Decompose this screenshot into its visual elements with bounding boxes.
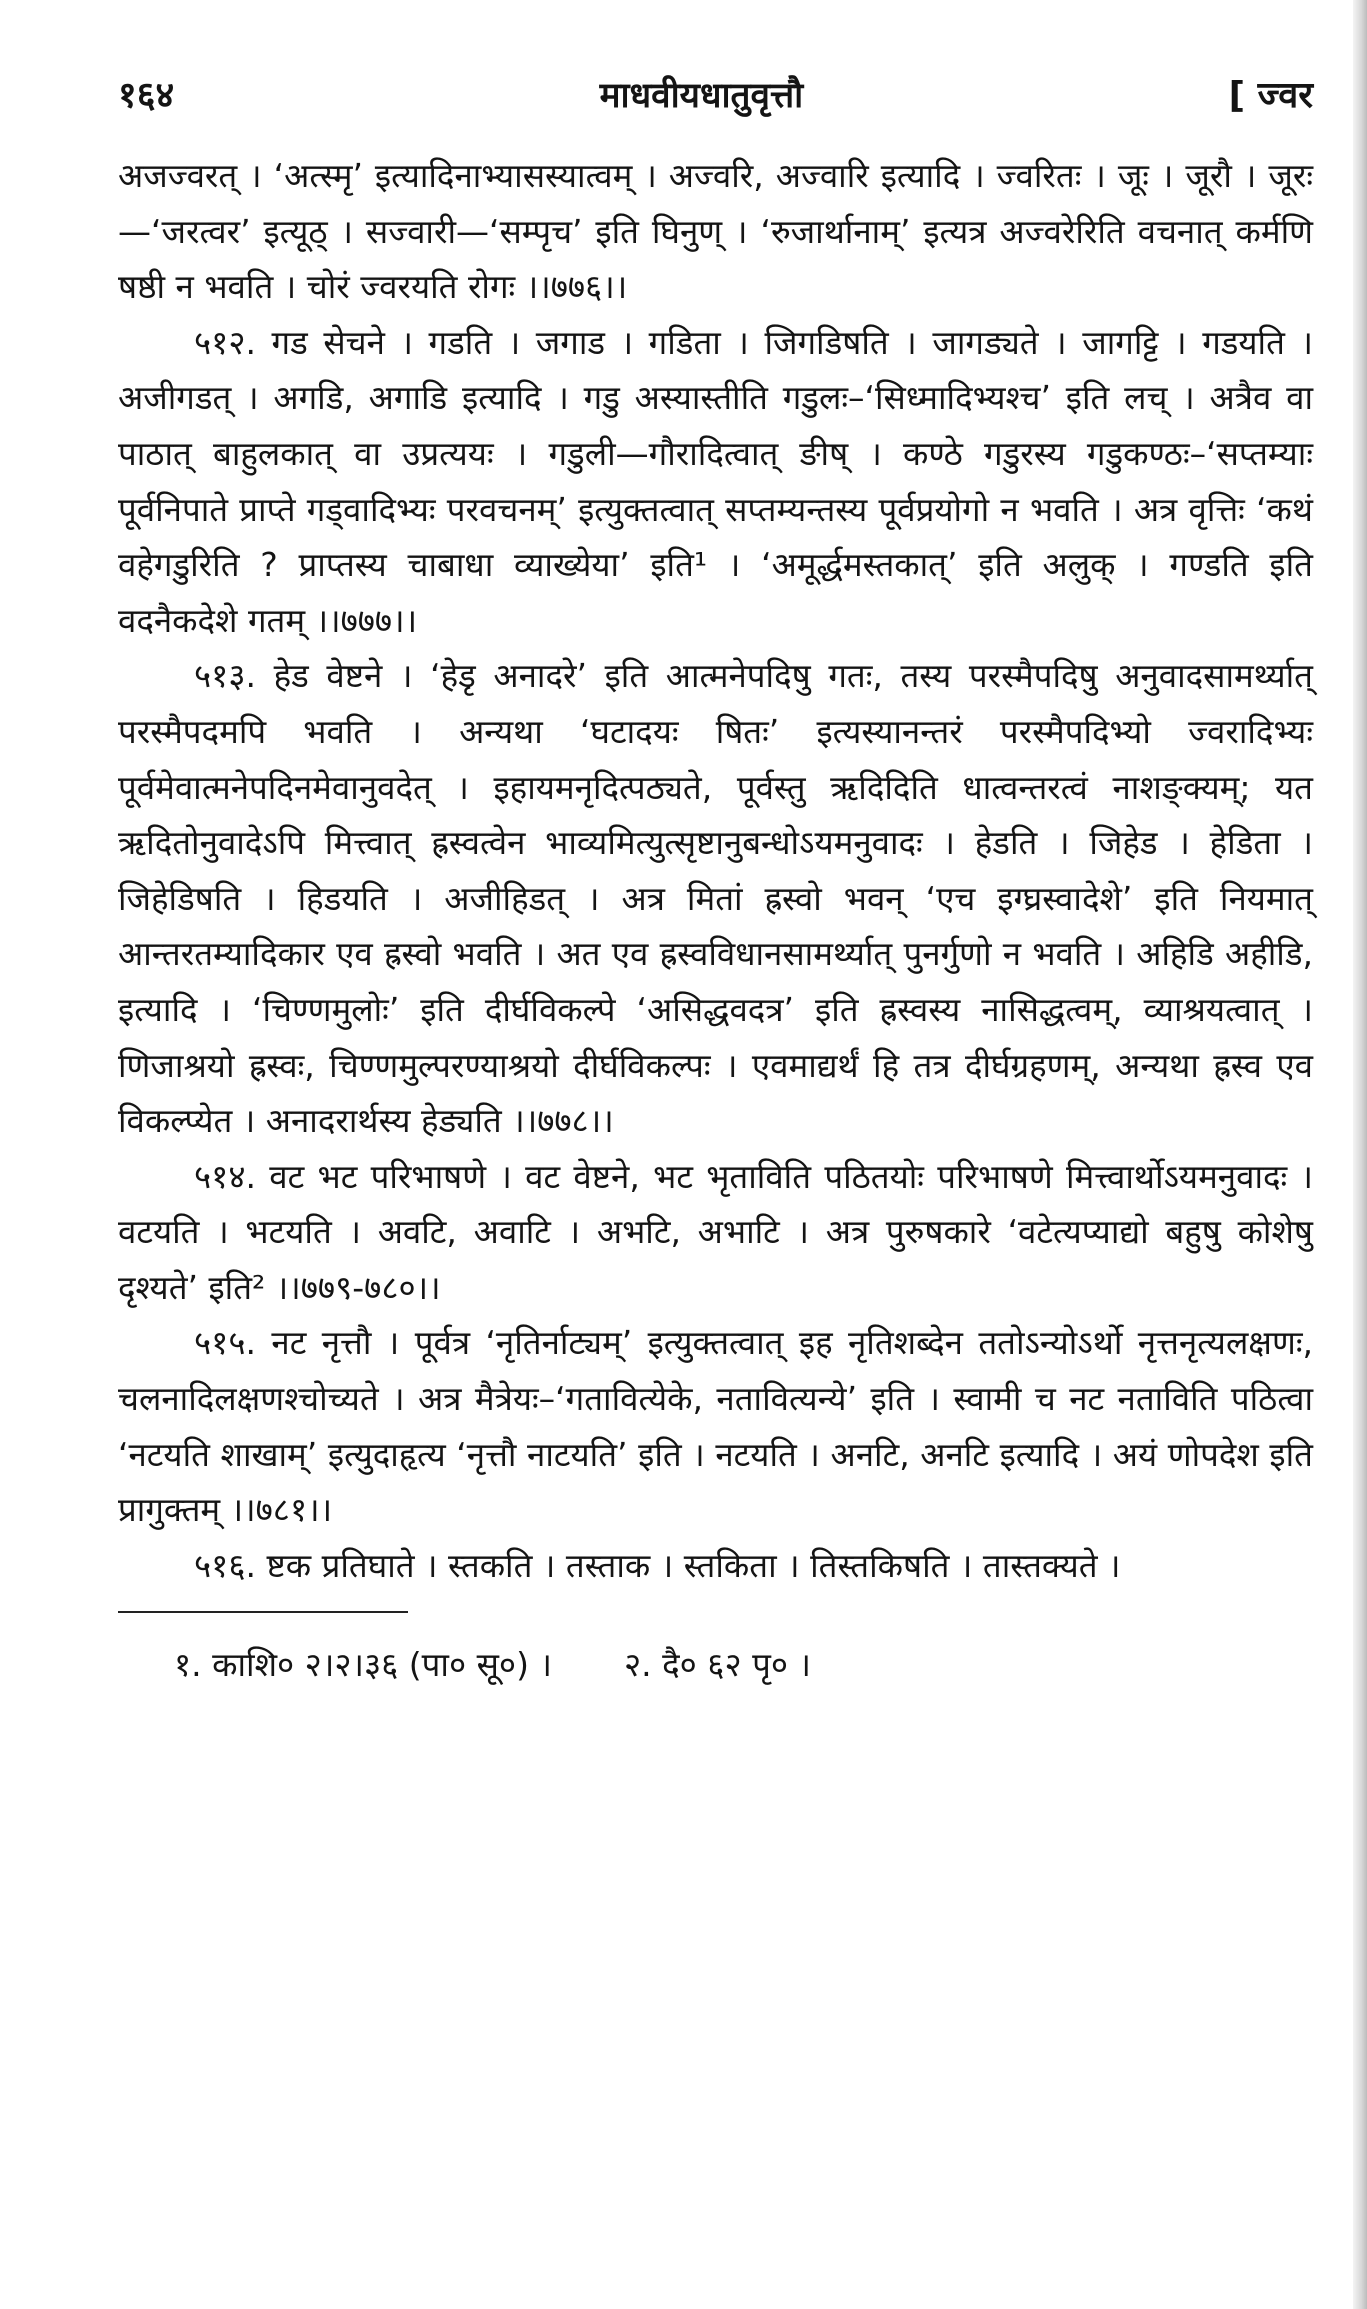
footnote-2: २. दै० ६२ पृ० । [623, 1645, 811, 1685]
page-number: १६४ [118, 75, 175, 116]
paragraph-515: ५१५. नट नृत्तौ । पूर्वत्र ‘नृतिर्नाट्यम्’ इत्युक्तत्वात् इह नृतिशब्देन ततोऽन्योऽर्थो नृत्तनृत्यलक्षणः, चलनादिलक्षणश्चोच्यते । अत्र मैत्रेयः–‘गतावित्येके, नतावित्यन्ये’ इति । स्वामी च नट नताविति पठित्वा ‘नटयति शाखाम्’ इत्युदाहृत्य ‘नृत्तौ नाटयति’ इति । नटयति । अनटि, अनटि इत्यादि । अयं णोपदेश इति प्रागुक्तम् ।।७८१।। [118, 1323, 1313, 1530]
body-text [118, 148, 1313, 1593]
book-page [118, 60, 1313, 1693]
scan-edge [1353, 0, 1367, 2309]
paragraph-513: ५१३. हेड वेष्टने । ‘हेडृ अनादरे’ इति आत्मनेपदिषु गतः, तस्य परस्मैपदिषु अनुवादसामर्थ्यात् परस्मैपदमपि भवति । अन्यथा ‘घटादयः षितः’ इत्यस्यानन्तरं परस्मैपदिभ्यो ज्वरादिभ्यः पूर्वमेवात्मनेपदिनमेवानुवदेत् । इहायमनृदित्पठ्यते, पूर्वस्तु ऋदिदिति धात्वन्तरत्वं नाशङ्क्यम्; यत ऋदितोनुवादेऽपि मित्त्वात् ह्रस्वत्वेन भाव्यमित्युत्सृष्टानुबन्धोऽयमनुवादः । हेडति । जिहेड । हेडिता । जिहेडिषति । हिडयति । अजीहिडत् । अत्र मितां ह्रस्वो भवन् ‘एच इग्घ्रस्वादेशे’ इति नियमात् आन्तरतम्यादिकार एव ह्रस्वो भवति । अत एव ह्रस्वविधानसामर्थ्यात् पुनर्गुणो न भवति । अहिडि अहीडि, इत्यादि । ‘चिण्णमुलोः’ इति दीर्घविकल्पे ‘असिद्धवदत्र’ इति ह्रस्वस्य नासिद्धत्वम्, व्याश्रयत्वात् । णिजाश्रयो ह्रस्वः, चिण्णमुल्परण्याश्रयो दीर्घविकल्पः । एवमाद्यर्थं हि तत्र दीर्घग्रहणम्, अन्यथा ह्रस्व एव विकल्प्येत । अनादरार्थस्य हेड्यति ।।७७८।। [118, 656, 1313, 1141]
running-head [118, 60, 1313, 132]
book-title: माधवीयधातुवृत्तौ [599, 76, 804, 116]
paragraph-514: ५१४. वट भट परिभाषणे । वट वेष्टने, भट भृताविति पठितयोः परिभाषणे मित्त्वार्थोऽयमनुवादः । वटयति । भटयति । अवटि, अवाटि । अभटि, अभाटि । अत्र पुरुषकारे ‘वटेत्यप्याद्यो बहुषु कोशेषु दृश्यते’ इति² ।।७७९-७८०।। [118, 1156, 1313, 1307]
footnotes [118, 1637, 1313, 1693]
paragraph-continued: अजज्वरत् । ‘अत्स्मृ’ इत्यादिनाभ्यासस्यात्वम् । अज्वरि, अज्वारि इत्यादि । ज्वरितः । जूः । जूरौ । जूरः—‘जरत्वर’ इत्यूठ् । सज्वारी—‘सम्पृच’ इति घिनुण् । ‘रुजार्थानाम्’ इत्यत्र अज्वरेरिति वचनात् कर्मणि षष्ठी न भवति । चोरं ज्वरयति रोगः ।।७७६।। [118, 156, 1313, 307]
footnote-1: १. काशि० २।२।३६ (पा० सू०) । [174, 1645, 552, 1685]
paragraph-512: ५१२. गड सेचने । गडति । जगाड । गडिता । जिगडिषति । जागड्यते । जागट्टि । गडयति । अजीगडत् । अगडि, अगाडि इत्यादि । गडु अस्यास्तीति गडुलः–‘सिध्मादिभ्यश्च’ इति लच् । अत्रैव वा पाठात् बाहुलकात् वा उप्रत्ययः । गडुली—गौरादित्वात् ङीष् । कण्ठे गडुरस्य गडुकण्ठः–‘सप्तम्याः पूर्वनिपाते प्राप्ते गड्वादिभ्यः परवचनम्’ इत्युक्तत्वात् सप्तम्यन्तस्य पूर्वप्रयोगो न भवति । अत्र वृत्तिः ‘कथं वहेगडुरिति ? प्राप्तस्य चाबाधा व्याख्येया’ इति¹ । ‘अमूर्द्धमस्तकात्’ इति अलुक् । गण्डति इति वदनैकदेशे गतम् ।।७७७।। [118, 322, 1313, 640]
paragraph-516: ५१६. ष्टक प्रतिघाते । स्तकति । तस्ताक । स्तकिता । तिस्तकिषति । तास्तक्यते । [194, 1545, 1121, 1585]
footnote-rule [118, 1611, 408, 1613]
section-title: [ ज्वर [1228, 75, 1313, 116]
